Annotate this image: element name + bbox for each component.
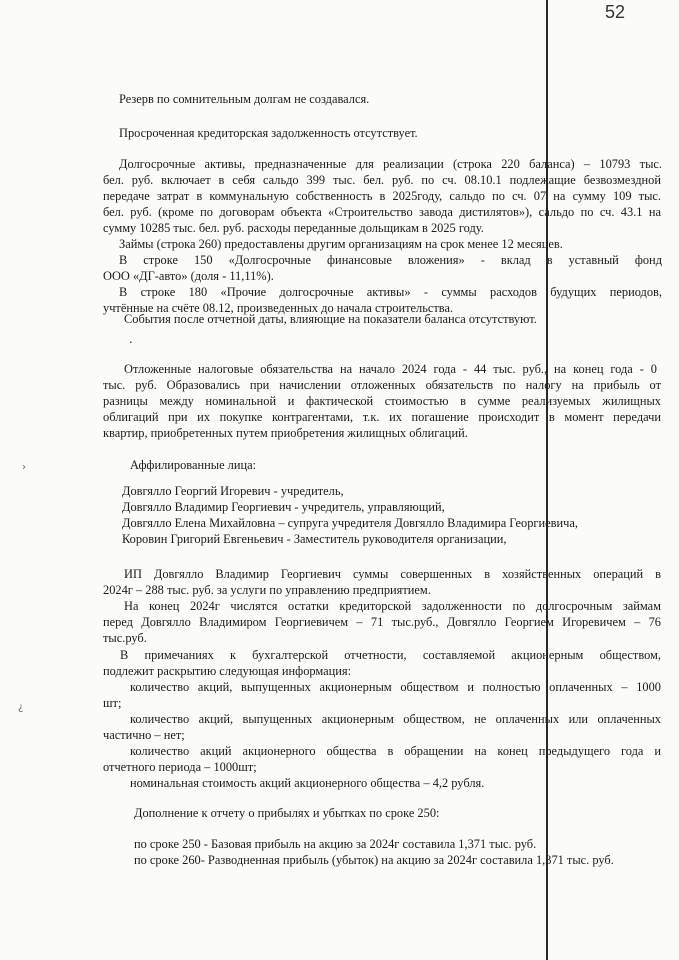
text-line: Долгосрочные активы, предназначенные для реализации (строка 220 баланса) – 10793 тыс.: [119, 157, 662, 171]
text-line: Займы (строка 260) предоставлены другим организациям на срок менее 12 месяцев.: [119, 237, 563, 251]
text-line: В строке 180 «Прочие долгосрочные активы» - суммы расходов будущих периодов,: [119, 285, 662, 299]
text-line: перед Довгялло Владимиром Георгиевичем – 71 тыс.руб., Довгялло Георгием Игоревичем – 76: [103, 615, 661, 629]
text-line: В примечаниях к бухгалтерской отчетности, составляемой акционерным обществом,: [120, 648, 661, 662]
text-line: частично – нет;: [103, 728, 185, 742]
text-line: Отложенные налоговые обязательства на начало 2024 года - 44 тыс. руб., на конец года - 0: [124, 362, 657, 376]
text-line: На конец 2024г числятся остатки кредиторской задолженности по долгосрочным займам: [124, 599, 661, 613]
text-line: Резерв по сомнительным долгам не создавался.: [119, 92, 370, 106]
text-line: тыс.руб.: [103, 631, 147, 645]
text-line: учтённые на счёте 08.12, произведенных до начала строительства.: [103, 301, 454, 315]
text-line: 2024г – 288 тыс. руб. за услуги по управлению предприятием.: [103, 583, 431, 597]
text-line: шт;: [103, 696, 122, 710]
text-line: тыс. руб. Образовались при начислении отложенных обязательств по налогу на прибыль от: [103, 378, 661, 392]
text-line: подлежит раскрытию следующая информация:: [103, 664, 352, 678]
text-line: Коровин Григорий Евгеньевич - Заместитель руководителя организации,: [122, 532, 507, 546]
text-line: количество акций, выпущенных акционерным обществом и полностью оплаченных – 1000: [130, 680, 661, 694]
text-line: по сроке 250 - Базовая прибыль на акцию за 2024г составила 1,371 тыс. руб.: [134, 837, 537, 851]
text-line: ООО «ДГ-авто» (доля - 11,11%).: [103, 269, 274, 283]
scan-mark: ¿: [18, 702, 24, 713]
text-line: отчетного периода – 1000шт;: [103, 760, 257, 774]
text-line: бел. руб. (кроме по договорам объекта «Строительство завода дистилятов»), сальдо по сч. 43.1 на: [103, 205, 661, 219]
text-line: В строке 150 «Долгосрочные финансовые вложения» - вклад в уставный фонд: [119, 253, 662, 267]
text-line: Довгялло Владимир Георгиевич - учредитель, управляющий,: [122, 500, 445, 514]
text-line: сумму 10285 тыс. бел. руб. расходы переданные дольщикам в 2025 году.: [103, 221, 484, 235]
page-number: 52: [605, 2, 626, 22]
text-line: номинальная стоимость акций акционерного общества – 4,2 рубля.: [130, 776, 485, 790]
text-line: количество акций, выпущенных акционерным обществом, не оплаченных или оплаченных: [130, 712, 661, 726]
text-line: передаче затрат в коммунальную собственность в 2025году, сальдо по сч. 07 на сумму 109 тыс.: [103, 189, 661, 203]
text-line: ИП Довгялло Владимир Георгиевич суммы совершенных в хозяйственных операций в: [124, 567, 661, 581]
text-line: События после отчетной даты, влияющие на показатели баланса отсутствуют.: [124, 312, 537, 326]
stray-dot: .: [129, 332, 133, 347]
text-line: Дополнение к отчету о прибылях и убытках по сроке 250:: [134, 806, 440, 820]
scan-fold-line: [546, 0, 548, 960]
text-line: Аффилированные лица:: [130, 458, 257, 472]
text-line: количество акций акционерного общества в обращении на конец предыдущего года и: [130, 744, 661, 758]
text-line: квартир, приобретенных путем приобретения жилищных облигаций.: [103, 426, 468, 440]
text-line: разницы между номинальной и фактической стоимостью в сумме реализуемых жилищных: [103, 394, 661, 408]
text-line: облигаций при их покупке контрагентами, т.к. их погашение происходит в момент передачи: [103, 410, 661, 424]
text-line: Довгялло Елена Михайловна – супруга учредителя Довгялло Владимира Георгиевича,: [122, 516, 578, 530]
text-line: Просроченная кредиторская задолженность отсутствует.: [119, 126, 418, 140]
scan-mark: ›: [22, 462, 26, 473]
text-line: бел. руб. включает в себя сальдо 399 тыс. бел. руб. по сч. 08.10.1 подлежащие безвозмездной: [103, 173, 661, 187]
text-line: по сроке 260- Разводненная прибыль (убыток) на акцию за 2024г составила 1,371 тыс. руб.: [134, 853, 614, 867]
text-line: Довгялло Георгий Игоревич - учредитель,: [122, 484, 344, 498]
